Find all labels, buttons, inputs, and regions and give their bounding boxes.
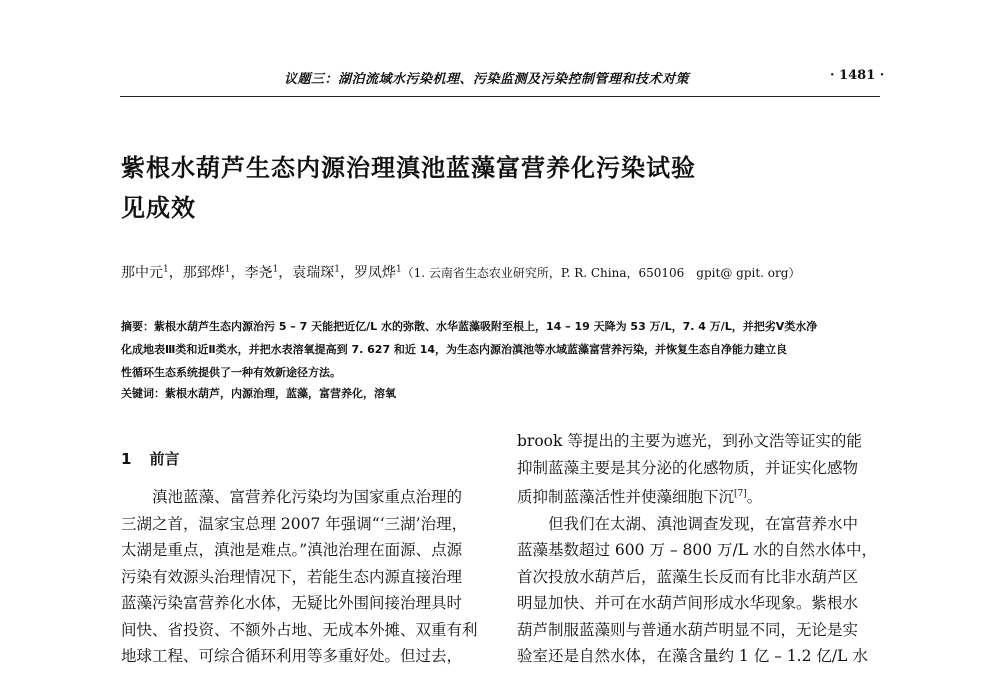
left-column bbox=[121, 484, 497, 670]
body-line: 葫芦制服蓝藻则与普通水葫芦明显不同，无论是实 bbox=[517, 620, 859, 639]
body-line: 间快、省投资、不额外占地、无成本外摊、双重有利 bbox=[121, 620, 478, 639]
header-rule bbox=[120, 96, 880, 97]
body-line: 太湖是重点，滇池是难点。”滇池治理在面源、点源 bbox=[121, 541, 463, 559]
body-line: 滇池蓝藻、富营养化污染均为国家重点治理的 bbox=[121, 488, 463, 506]
body-line: brook 等提出的主要为遮光，到孙文浩等证实的能 bbox=[517, 432, 862, 450]
body-line: 地球工程、可综合循环利用等多重好处。但过去， bbox=[121, 647, 463, 665]
body-line: 污染有效源头治理情况下，若能生态内源直接治理 bbox=[121, 567, 463, 586]
body-line: 三湖之首，温家宝总理 2007 年强调“‘三湖’治理， bbox=[121, 514, 468, 533]
article-title bbox=[121, 148, 841, 228]
title-line: 紫根水葫芦生态内源治理滇池蓝藻富营养化污染试验 bbox=[121, 154, 696, 182]
abstract-line: 性循环生态系统提供了一种有效新途径方法。 bbox=[121, 366, 341, 379]
body-line: 蓝藻基数超过 600 万 – 800 万/L 水的自然水体中， bbox=[517, 541, 877, 560]
author-sup: 1 bbox=[272, 264, 279, 275]
abstract-line: 摘要：紫根水葫芦生态内源治污 5 – 7 天能把近亿/L 水的弥散、水华蓝藻吸附至根上，14 – 19 天降为 53 万/L，7. 4 万/L，并把劣Ⅴ类水净 bbox=[121, 320, 818, 333]
section-number: 1 bbox=[121, 450, 132, 468]
author: 袁瑞琛 bbox=[292, 265, 335, 281]
body-line: 首次投放水葫芦后，蓝藻生长反而有比非水葫芦区 bbox=[517, 567, 859, 586]
author: 罗凤烨 bbox=[353, 265, 396, 281]
body-line bbox=[517, 481, 895, 511]
affiliation: （1. 云南省生态农业研究所，P. R. China，650106 gpit@ gpit. org） bbox=[401, 266, 801, 280]
abstract-line: 化成地表Ⅲ类和近Ⅱ类水，并把水表溶氧提高到 7. 627 和近 14，为生态内源治滇池等水域蓝藻富营养污染，并恢复生态自净能力建立良 bbox=[121, 343, 788, 356]
right-column bbox=[517, 428, 895, 670]
author-sup: 1 bbox=[224, 264, 231, 275]
author: 那中元 bbox=[121, 265, 163, 281]
body-line: 蓝藻污染富营养化水体，无疑比外围间接治理具时 bbox=[121, 594, 463, 612]
body-text: 。 bbox=[746, 488, 763, 507]
author-sup: 1 bbox=[334, 264, 340, 275]
body-text: 质抑制蓝藻活性并使藻细胞下沉 bbox=[517, 488, 735, 507]
author-list: 那中元$^1$，那郅烨$^1$，李尧$^1$，袁瑞琛$^1$，罗凤烨$^1$（1. 云南省生态农业研究所，P. R. China，650106 gpit@ gpit. org） bbox=[121, 264, 801, 281]
section-heading bbox=[121, 448, 179, 469]
body-line: 但我们在太湖、滇池调查发现，在富营养水中 bbox=[517, 514, 859, 533]
citation-ref: [7] bbox=[734, 489, 747, 499]
abstract bbox=[121, 315, 889, 384]
author-sup: 1 bbox=[395, 264, 402, 275]
body-line: 验室还是自然水体，在藻含量约 1 亿 – 1.2 亿/L 水 bbox=[517, 647, 868, 666]
author-sup: 1 bbox=[163, 264, 169, 275]
section-title: 前言 bbox=[149, 450, 180, 468]
body-line: 明显加快、并可在水葫芦间形成水华现象。紫根水 bbox=[517, 594, 859, 613]
keywords: 关键词：紫根水葫芦，内源治理，蓝藻，富营养化，溶氧 bbox=[121, 387, 396, 400]
author: 李尧 bbox=[244, 265, 273, 281]
running-header: 议题三：湖泊流域水污染机理、污染监测及污染控制管理和技术对策 bbox=[284, 72, 690, 87]
title-line: 见成效 bbox=[121, 194, 196, 222]
author: 那郅烨 bbox=[182, 265, 225, 281]
body-line: 抑制蓝藻主要是其分泌的化感物质，并证实化感物 bbox=[517, 458, 859, 477]
page-number: · 1481 · bbox=[830, 68, 885, 83]
